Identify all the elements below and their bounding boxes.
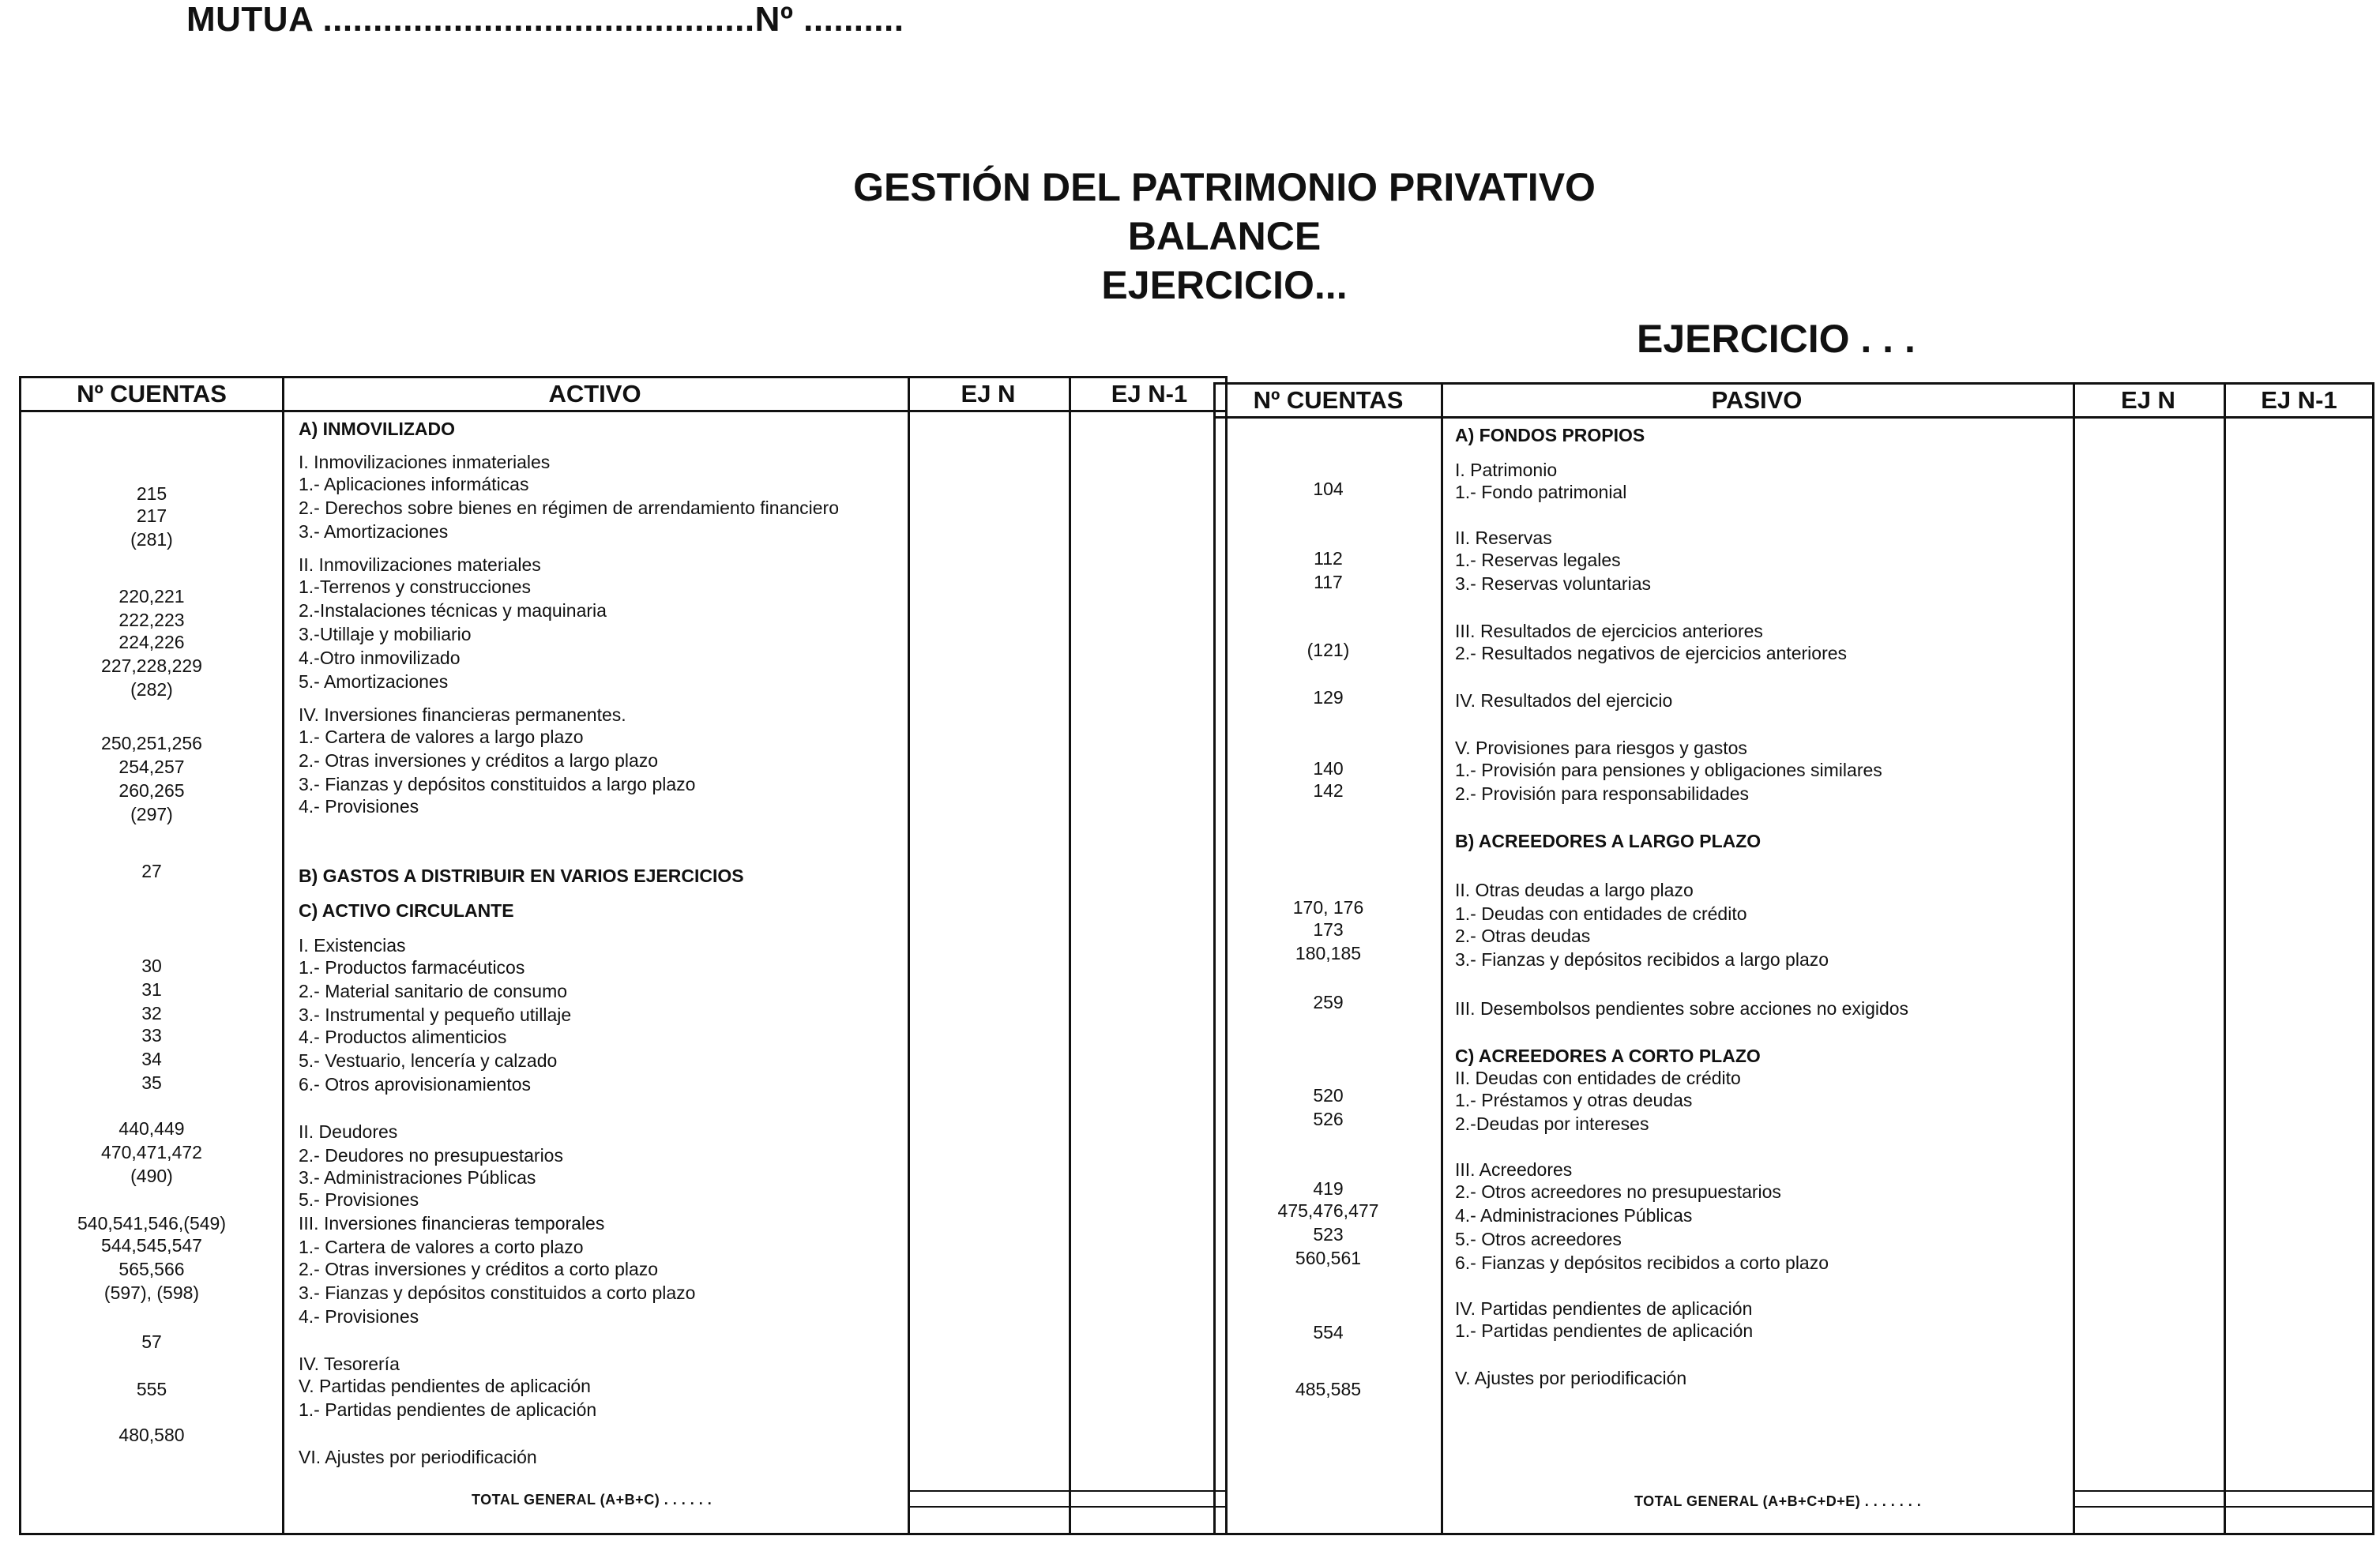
activo-total-rule [908, 1506, 1225, 1508]
pasivo-account-code: 117 [1314, 572, 1343, 592]
activo-row-label: 4.- Provisiones [299, 796, 419, 817]
activo-account-code: 57 [141, 1331, 162, 1352]
pasivo-row-label: V. Ajustes por periodificación [1455, 1368, 1687, 1388]
pasivo-row-label: 3.- Reservas voluntarias [1455, 573, 1651, 594]
pasivo-account-code: 560,561 [1295, 1248, 1362, 1268]
activo-row-label: 3.- Amortizaciones [299, 521, 449, 542]
pasivo-account-code: 180,185 [1295, 943, 1362, 963]
activo-account-code: 224,226 [118, 632, 185, 652]
activo-row-label: I. Inmovilizaciones inmateriales [299, 452, 551, 472]
activo-col-divider [908, 378, 910, 1533]
pasivo-account-code: 554 [1313, 1322, 1344, 1343]
pasivo-row-label: 2.- Otros acreedores no presupuestarios [1455, 1181, 1781, 1202]
activo-account-code: 250,251,256 [101, 733, 202, 753]
activo-row-label: III. Inversiones financieras temporales [299, 1213, 605, 1234]
pasivo-row-label: 4.- Administraciones Públicas [1455, 1205, 1693, 1226]
activo-account-code: 555 [136, 1379, 167, 1399]
pasivo-header-ej-n: EJ N [2121, 386, 2175, 414]
pasivo-account-code: 140 [1313, 758, 1344, 779]
pasivo-row-label: II. Otras deudas a largo plazo [1455, 880, 1694, 900]
pasivo-row-label: 2.- Provisión para responsabilidades [1455, 783, 1750, 804]
pasivo-row-label: 1.- Provisión para pensiones y obligaciones similares [1455, 760, 1882, 780]
activo-account-code: (281) [130, 529, 173, 550]
pasivo-total-rule [2073, 1490, 2372, 1492]
activo-account-code: 33 [141, 1025, 162, 1046]
pasivo-account-code: 104 [1313, 479, 1344, 499]
activo-account-code: (490) [130, 1166, 173, 1186]
pasivo-row-label: 5.- Otros acreedores [1455, 1229, 1622, 1249]
pasivo-row-label: I. Patrimonio [1455, 460, 1558, 480]
pasivo-account-code: 419 [1313, 1178, 1344, 1199]
pasivo-row-label: IV. Resultados del ejercicio [1455, 690, 1673, 711]
pasivo-account-code: 475,476,477 [1277, 1200, 1379, 1221]
activo-account-code: 30 [141, 956, 162, 976]
activo-account-code: 440,449 [118, 1118, 185, 1139]
activo-account-code: 27 [141, 861, 162, 881]
pasivo-row-label: C) ACREEDORES A CORTO PLAZO [1455, 1046, 1761, 1066]
activo-account-code: 540,541,546,(549) [77, 1213, 226, 1234]
pasivo-row-label: II. Reservas [1455, 528, 1552, 548]
pasivo-row-label: III. Resultados de ejercicios anteriores [1455, 621, 1763, 641]
activo-header-concepto: ACTIVO [548, 380, 641, 407]
activo-row-label: C) ACTIVO CIRCULANTE [299, 900, 514, 921]
activo-row-label: 1.- Aplicaciones informáticas [299, 474, 529, 494]
activo-account-code: 32 [141, 1003, 162, 1023]
activo-total-label: TOTAL GENERAL (A+B+C) . . . . . . [472, 1492, 712, 1508]
activo-row-label: 2.- Otras inversiones y créditos a largo plazo [299, 750, 659, 771]
activo-row-label: 4.-Otro inmovilizado [299, 648, 461, 668]
activo-row-label: II. Deudores [299, 1121, 398, 1142]
pasivo-header-concepto: PASIVO [1711, 386, 1803, 414]
activo-row-label: 3.- Fianzas y depósitos constituidos a largo plazo [299, 774, 696, 794]
pasivo-col-divider [1441, 385, 1443, 1533]
pasivo-row-label: 2.- Otras deudas [1455, 926, 1591, 946]
pasivo-account-code: 170, 176 [1292, 897, 1364, 918]
pasivo-account-code: (121) [1307, 640, 1350, 660]
activo-row-label: 5.- Provisiones [299, 1189, 419, 1210]
pasivo-row-label: V. Provisiones para riesgos y gastos [1455, 738, 1747, 758]
activo-header-cuentas: Nº CUENTAS [77, 380, 227, 407]
pasivo-account-code: 259 [1313, 992, 1344, 1012]
pasivo-account-code: 173 [1313, 919, 1344, 940]
pasivo-row-label: A) FONDOS PROPIOS [1455, 425, 1645, 445]
activo-account-code: 34 [141, 1049, 162, 1069]
pasivo-account-code: 142 [1313, 780, 1344, 801]
pasivo-col-divider [2224, 385, 2226, 1533]
activo-row-label: 6.- Otros aprovisionamientos [299, 1074, 532, 1095]
pasivo-col-divider [2073, 385, 2075, 1533]
activo-row-label: 1.-Terrenos y construcciones [299, 576, 532, 597]
pasivo-row-label: 2.- Resultados negativos de ejercicios anteriores [1455, 643, 1848, 663]
pasivo-row-label: 6.- Fianzas y depósitos recibidos a corto plazo [1455, 1252, 1829, 1273]
pasivo-header-ej-n1: EJ N-1 [2261, 386, 2337, 414]
activo-row-label: 2.- Material sanitario de consumo [299, 981, 568, 1001]
pasivo-row-label: III. Desembolsos pendientes sobre acciones no exigidos [1455, 998, 1909, 1019]
activo-row-label: 3.-Utillaje y mobiliario [299, 624, 472, 644]
ejercicio-label-right: EJERCICIO . . . [1637, 317, 1916, 361]
pasivo-total-rule [2073, 1506, 2372, 1508]
pasivo-row-label: III. Acreedores [1455, 1159, 1573, 1180]
activo-account-code: 254,257 [118, 757, 185, 777]
activo-row-label: B) GASTOS A DISTRIBUIR EN VARIOS EJERCICIOS [299, 866, 744, 886]
document-title: GESTIÓN DEL PATRIMONIO PRIVATIVO [853, 165, 1596, 209]
document-subtitle: BALANCE [1127, 214, 1322, 258]
pasivo-row-label: B) ACREEDORES A LARGO PLAZO [1455, 831, 1762, 851]
activo-account-code: 470,471,472 [101, 1142, 202, 1162]
activo-row-label: 4.- Provisiones [299, 1306, 419, 1327]
activo-account-code: (297) [130, 804, 173, 824]
activo-row-label: IV. Inversiones financieras permanentes. [299, 704, 626, 725]
pasivo-row-label: 2.-Deudas por intereses [1455, 1113, 1649, 1134]
activo-account-code: 31 [141, 979, 162, 1000]
mutua-header-line: MUTUA ...........................................Nº .......... [186, 0, 904, 39]
activo-row-label: 3.- Administraciones Públicas [299, 1167, 536, 1188]
activo-row-label: 1.- Cartera de valores a corto plazo [299, 1237, 584, 1257]
activo-account-code: 480,580 [118, 1425, 185, 1445]
activo-row-label: IV. Tesorería [299, 1354, 400, 1374]
activo-header-rule [21, 410, 1225, 412]
activo-account-code: 544,545,547 [101, 1235, 202, 1256]
pasivo-row-label: IV. Partidas pendientes de aplicación [1455, 1298, 1753, 1319]
activo-account-code: 565,566 [118, 1259, 185, 1279]
pasivo-row-label: II. Deudas con entidades de crédito [1455, 1068, 1741, 1088]
activo-account-code: (282) [130, 679, 173, 700]
activo-row-label: VI. Ajustes por periodificación [299, 1447, 537, 1467]
activo-row-label: 3.- Fianzas y depósitos constituidos a corto plazo [299, 1282, 696, 1303]
pasivo-account-code: 485,585 [1295, 1379, 1362, 1399]
activo-row-label: 2.- Derechos sobre bienes en régimen de arrendamiento financiero [299, 498, 840, 518]
activo-account-code: (597), (598) [103, 1282, 200, 1303]
activo-row-label: A) INMOVILIZADO [299, 419, 456, 439]
pasivo-account-code: 523 [1313, 1224, 1344, 1245]
activo-account-code: 260,265 [118, 780, 185, 801]
activo-row-label: I. Existencias [299, 935, 406, 956]
activo-row-label: 1.- Cartera de valores a largo plazo [299, 727, 584, 747]
pasivo-header-rule [1216, 416, 2372, 419]
activo-row-label: 2.-Instalaciones técnicas y maquinaria [299, 600, 607, 621]
activo-total-rule [908, 1490, 1225, 1492]
pasivo-account-code: 520 [1313, 1085, 1344, 1106]
activo-row-label: 3.- Instrumental y pequeño utillaje [299, 1005, 572, 1025]
activo-account-code: 227,228,229 [101, 655, 202, 676]
activo-header-ej-n1: EJ N-1 [1111, 380, 1188, 407]
activo-col-divider [282, 378, 284, 1533]
activo-row-label: 4.- Productos alimenticios [299, 1027, 507, 1047]
activo-row-label: 1.- Partidas pendientes de aplicación [299, 1399, 597, 1420]
pasivo-row-label: 3.- Fianzas y depósitos recibidos a largo plazo [1455, 949, 1829, 970]
pasivo-row-label: 1.- Partidas pendientes de aplicación [1455, 1320, 1754, 1341]
activo-col-divider [1069, 378, 1071, 1533]
activo-row-label: 2.- Otras inversiones y créditos a corto plazo [299, 1259, 659, 1279]
activo-row-label: 5.- Amortizaciones [299, 671, 449, 692]
pasivo-total-label: TOTAL GENERAL (A+B+C+D+E) . . . . . . . [1634, 1493, 1922, 1509]
activo-row-label: 2.- Deudores no presupuestarios [299, 1145, 563, 1166]
pasivo-account-code: 526 [1313, 1109, 1344, 1129]
pasivo-header-cuentas: Nº CUENTAS [1253, 386, 1404, 414]
pasivo-row-label: 1.- Reservas legales [1455, 550, 1621, 570]
activo-row-label: V. Partidas pendientes de aplicación [299, 1376, 591, 1396]
pasivo-row-label: 1.- Préstamos y otras deudas [1455, 1090, 1693, 1110]
activo-account-code: 215 [136, 483, 167, 504]
activo-row-label: II. Inmovilizaciones materiales [299, 554, 541, 575]
pasivo-account-code: 129 [1313, 687, 1344, 708]
pasivo-row-label: 1.- Fondo patrimonial [1455, 482, 1627, 502]
activo-row-label: 5.- Vestuario, lencería y calzado [299, 1050, 558, 1071]
activo-account-code: 220,221 [118, 586, 185, 607]
activo-row-label: 1.- Productos farmacéuticos [299, 957, 525, 978]
activo-account-code: 35 [141, 1072, 162, 1093]
activo-account-code: 222,223 [118, 610, 185, 630]
pasivo-account-code: 112 [1314, 548, 1343, 569]
activo-header-ej-n: EJ N [961, 380, 1016, 407]
activo-account-code: 217 [136, 505, 167, 526]
pasivo-row-label: 1.- Deudas con entidades de crédito [1455, 903, 1747, 924]
document-ejercicio-title: EJERCICIO... [1101, 263, 1348, 307]
